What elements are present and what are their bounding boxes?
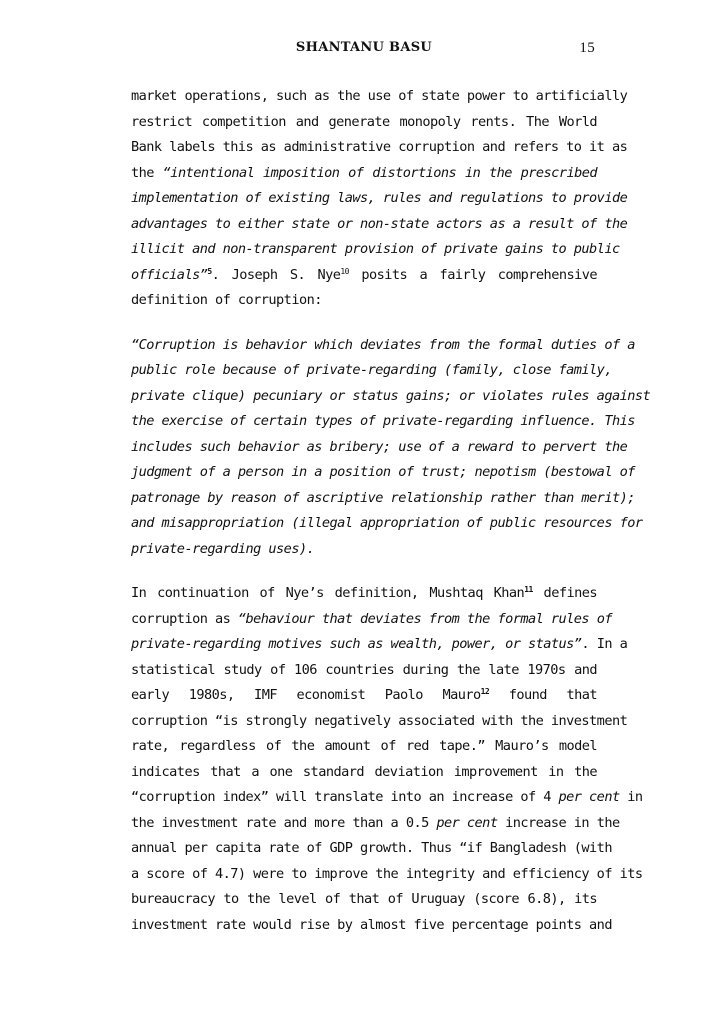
running-header bbox=[131, 40, 597, 62]
text-line: corruption “is strongly negatively associated with the investment bbox=[131, 712, 628, 729]
text-line: private-regarding uses). bbox=[131, 540, 315, 557]
text-line: annual per capita rate of GDP growth. Thus “if Bangladesh (with bbox=[131, 840, 612, 856]
text-line: definition of corruption: bbox=[131, 292, 322, 308]
text-line: corruption as “behaviour that deviates from the formal rules of bbox=[131, 610, 612, 627]
text-line: private-regarding motives such as wealth, power, or status”. In a bbox=[131, 636, 628, 652]
text-line: illicit and non-transparent provision of private gains to public bbox=[131, 241, 620, 257]
text-line: patronage by reason of ascriptive relationship rather than merit); bbox=[131, 489, 635, 506]
text-line: the “intentional imposition of distortions in the prescribed bbox=[131, 164, 597, 181]
text-line: bureaucracy to the level of that of Uruguay (score 6.8), its bbox=[131, 891, 597, 907]
text-line: In continuation of Nye’s definition, Mushtaq Khan$^{11}$ defines bbox=[131, 585, 597, 601]
text-line: “corruption index” will translate into an increase of 4 per cent in bbox=[131, 789, 643, 805]
page-number: 15 bbox=[579, 40, 595, 56]
text-line: the exercise of certain types of private-regarding influence. This bbox=[131, 413, 635, 429]
paragraph-1 bbox=[131, 84, 628, 314]
text-line: indicates that a one standard deviation improvement in the bbox=[131, 763, 597, 780]
text-line: private clique) pecuniary or status gains; or violates rules against bbox=[131, 387, 651, 404]
footnote-ref: 12 bbox=[480, 687, 490, 696]
footnote-ref: 11 bbox=[524, 585, 533, 594]
text-line: statistical study of 106 countries during the late 1970s and bbox=[131, 661, 597, 678]
text-line: advantages to either state or non-state actors as a result of the bbox=[131, 215, 628, 232]
footnote-ref: 5 bbox=[207, 266, 212, 276]
text-line: restrict competition and generate monopoly rents. The World bbox=[131, 113, 597, 130]
text-line: judgment of a person in a position of trust; nepotism (bestowal of bbox=[131, 464, 635, 480]
text-line: implementation of existing laws, rules and regulations to provide bbox=[131, 190, 628, 206]
text-line: market operations, such as the use of state power to artificially bbox=[131, 88, 628, 104]
text-line: includes such behavior as bribery; use of a reward to pervert the bbox=[131, 438, 628, 455]
text-line: Bank labels this as administrative corruption and refers to it as bbox=[131, 139, 628, 155]
text-line: “Corruption is behavior which deviates from the formal duties of a bbox=[131, 336, 635, 353]
text-line: early 1980s, IMF economist Paolo Mauro$^{12}$ found that bbox=[131, 687, 597, 703]
footnote-ref: 10 bbox=[340, 266, 349, 276]
text-line: officials”$^5$. Joseph S. Nye$^{10}$ posits a fairly comprehensive bbox=[131, 266, 597, 283]
text-line: rate, regardless of the amount of red tape.” Mauro’s model bbox=[131, 738, 597, 754]
page-body bbox=[131, 84, 651, 938]
text-line: and misappropriation (illegal appropriation of public resources for bbox=[131, 515, 643, 531]
text-line: investment rate would rise by almost five percentage points and bbox=[131, 916, 612, 933]
text-line: public role because of private-regarding (family, close family, bbox=[131, 362, 612, 378]
text-line: the investment rate and more than a 0.5 per cent increase in the bbox=[131, 814, 620, 831]
header-author: SHANTANU BASU bbox=[295, 40, 433, 55]
block-quote bbox=[131, 333, 651, 563]
paragraph-2 bbox=[131, 581, 643, 938]
text-line: a score of 4.7) were to improve the integrity and efficiency of its bbox=[131, 865, 643, 882]
